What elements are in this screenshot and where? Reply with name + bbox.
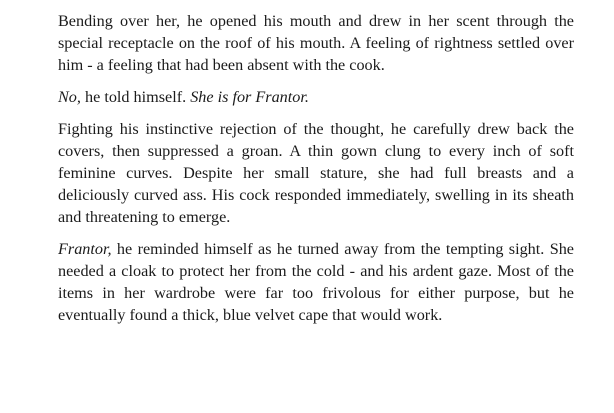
paragraph-4 [58, 238, 574, 326]
paragraph-2 [58, 86, 574, 108]
paragraph-2-segment-3: She is for Frantor. [190, 88, 309, 107]
paragraph-4-segment-2: he reminded himself as he turned away from the tempting sight. She needed a cloak to protect her from the cold - and his ardent gaze. Most of the items in her wardrobe were far too frivolous for either purpose, but he eventually found a thick, blue velvet cape that would work. [58, 240, 574, 325]
paragraph-4-segment-1: Frantor, [58, 240, 112, 259]
paragraph-2-segment-1: No, [58, 88, 81, 107]
paragraph-1: Bending over her, he opened his mouth and drew in her scent through the special receptacle on the roof of his mouth. A feeling of rightness settled over him - a feeling that had been absent with the cook. [58, 12, 574, 75]
paragraph-2-segment-2: he told himself. [80, 88, 191, 107]
paragraph-3: Fighting his instinctive rejection of the thought, he carefully drew back the covers, then suppressed a groan. A thin gown clung to every inch of soft feminine curves. Despite her small stature, she had full breasts and a deliciously curved ass. His cock responded immediately, swelling in its sheath and threatening to emerge. [58, 120, 574, 227]
